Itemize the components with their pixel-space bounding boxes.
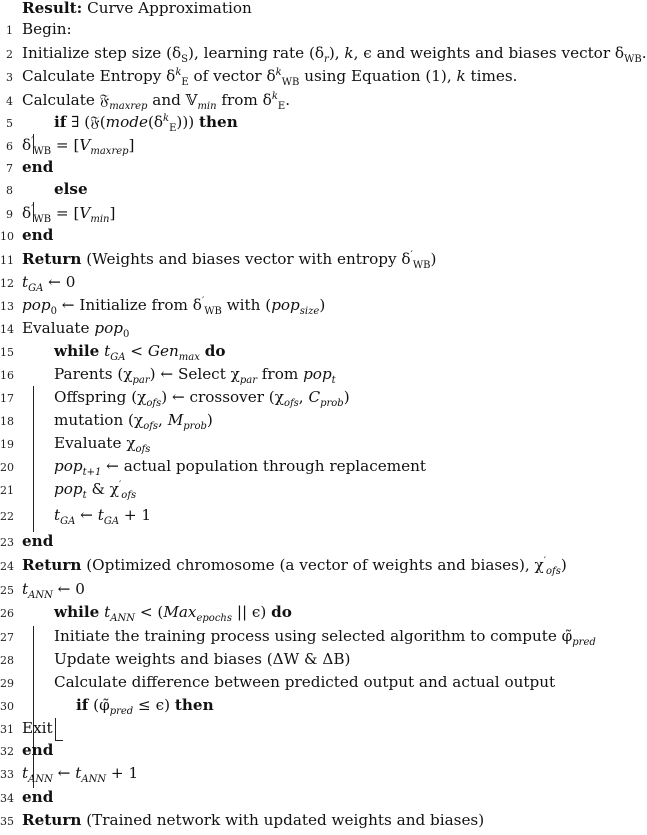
statement: Initialize step size $(\delta_S)$, learning rate $(\delta_r)$, k, ϵ and weights and biases vector $\delta_{WB}$. <box>22 44 647 66</box>
statement: Evaluate pop$_0$ <box>22 319 130 341</box>
statement: Calculate difference between predicted output and actual output <box>54 673 556 691</box>
line-number: 24 <box>0 560 14 573</box>
line-number: 35 <box>0 815 14 828</box>
statement: Update weights and biases (ΔW & ΔB) <box>54 650 351 668</box>
statement: $t_{ANN}$ ← $t_{ANN} + 1$ <box>22 764 139 786</box>
line-number: 34 <box>0 792 14 805</box>
line-number: 4 <box>6 95 13 108</box>
statement: Evaluate $\chi_{ofs}$ <box>54 434 151 456</box>
line-number: 22 <box>0 510 14 523</box>
line-text <box>54 180 88 198</box>
line-text <box>22 295 326 318</box>
statement: ∃ $(𝔉(mode(\delta^k_E)))$ then <box>71 112 238 135</box>
line-text <box>22 203 116 226</box>
line-text <box>54 673 555 691</box>
keyword: while <box>54 342 100 360</box>
line-text <box>54 342 226 364</box>
line-number: 26 <box>0 607 14 620</box>
line-number: 32 <box>0 745 14 758</box>
if-exit-block-hook <box>55 740 63 741</box>
line-text <box>22 532 53 550</box>
line-text <box>54 479 137 502</box>
line-text <box>22 66 518 89</box>
statement: $t_{GA} < Gen_{max}$ do <box>104 342 226 364</box>
line-text <box>22 90 291 113</box>
line-number: 25 <box>0 584 14 597</box>
keyword: end <box>22 226 54 244</box>
line-number: 8 <box>6 184 13 197</box>
line-text <box>22 719 53 737</box>
line-number: 16 <box>0 369 14 382</box>
line-number: 20 <box>0 461 14 474</box>
line-number: 12 <box>0 277 14 290</box>
keyword: while <box>54 603 100 621</box>
line-text <box>54 112 238 135</box>
keyword: else <box>54 180 88 198</box>
result-label: Result: <box>22 0 83 17</box>
line-number: 7 <box>6 162 13 175</box>
line-number: 10 <box>0 230 14 243</box>
statement: (Optimized chromosome (a vector of weights and biases), $\chi'_{ofs}$) <box>86 555 567 578</box>
statement: $\delta'_{WB} = [V_{maxrep}]$ <box>22 135 135 158</box>
line-number: 33 <box>0 768 14 781</box>
keyword: end <box>22 788 54 806</box>
if-exit-block-bar <box>55 718 56 740</box>
statement: $t_{GA}$ ← $t_{GA} + 1$ <box>54 506 152 528</box>
line-number: 18 <box>0 415 14 428</box>
line-text <box>22 788 53 806</box>
line-text <box>22 158 53 176</box>
statement: $(\varphĩ_{pred} \le \epsilon)$ then <box>93 696 214 718</box>
line-text <box>22 20 72 38</box>
line-number: 1 <box>6 24 13 37</box>
line-text <box>54 411 213 433</box>
statement: Initiate the training process using selected algorithm to compute $\varphĩ_{pred}$ <box>54 627 596 649</box>
line-number: 14 <box>0 323 14 336</box>
line-number: 5 <box>6 117 13 130</box>
line-number: 6 <box>6 140 13 153</box>
line-number: 17 <box>0 392 14 405</box>
keyword: Return <box>22 250 82 268</box>
statement: pop$_0$ ← Initialize from $\delta'_{WB}$ with (pop$_{size}$) <box>22 295 326 318</box>
statement: (Trained network with updated weights and biases) <box>86 811 485 829</box>
line-text <box>22 44 647 66</box>
line-text <box>54 627 596 649</box>
line-text <box>54 434 151 456</box>
line-text <box>22 764 139 786</box>
line-number: 28 <box>0 654 14 667</box>
line-number: 11 <box>0 254 14 267</box>
line-text <box>76 696 214 718</box>
line-number: 27 <box>0 631 14 644</box>
line-text <box>22 741 53 759</box>
line-number: 3 <box>6 71 13 84</box>
keyword: if <box>76 696 89 714</box>
statement: pop$_{t+1}$ ← actual population through replacement <box>54 457 426 479</box>
line-text <box>22 580 85 602</box>
line-number: 15 <box>0 346 14 359</box>
statement: $\delta'_{WB} = [V_{min}]$ <box>22 203 116 226</box>
line-number: 21 <box>0 484 14 497</box>
line-text <box>22 555 567 578</box>
statement: $t_{ANN} < (Max_{epochs}$ || ϵ) do <box>104 603 292 625</box>
line-number: 23 <box>0 536 14 549</box>
line-text <box>54 650 350 668</box>
line-text <box>22 273 76 295</box>
line-number: 19 <box>0 438 14 451</box>
statement: Parents $(\chi_{par})$ ← Select $\chi_{par}$ from pop$_t$ <box>54 365 336 387</box>
statement: $t_{ANN}$ ← 0 <box>22 580 85 602</box>
statement: Exit <box>22 719 53 737</box>
line-text <box>22 226 53 244</box>
result-text: Curve Approximation <box>87 0 252 17</box>
line-number: 29 <box>0 677 14 690</box>
keyword: end <box>22 741 54 759</box>
statement: $t_{GA}$ ← 0 <box>22 273 76 295</box>
line-text <box>22 249 437 272</box>
line-text <box>22 135 135 158</box>
line-text <box>54 457 426 479</box>
statement: mutation ($\chi_{ofs}$, $M_{prob}$) <box>54 411 213 433</box>
keyword: Return <box>22 556 82 574</box>
line-text <box>54 603 292 625</box>
algorithm-result-header <box>22 0 252 17</box>
line-number: 13 <box>0 300 14 313</box>
line-text <box>54 388 350 410</box>
statement: Calculate Entropy $\delta^k_E$ of vector $\delta^k_{WB}$ using Equation (1), k times. <box>22 66 518 89</box>
line-number: 2 <box>6 48 13 61</box>
keyword: end <box>22 158 54 176</box>
statement: Begin: <box>22 20 72 38</box>
statement: pop$_t$ & $\chi'_{ofs}$ <box>54 479 137 502</box>
line-text <box>22 811 484 829</box>
while-ga-block-bar <box>33 386 34 532</box>
line-text <box>22 319 130 341</box>
line-text <box>54 365 336 387</box>
statement: Calculate 𝔉$_{maxrep}$ and 𝕍$_{min}$ from $\delta^k_E$. <box>22 90 291 113</box>
line-number: 30 <box>0 700 14 713</box>
keyword: if <box>54 113 67 131</box>
line-number: 31 <box>0 723 14 736</box>
keyword: Return <box>22 811 82 829</box>
line-text <box>54 506 152 528</box>
statement: Offspring $(\chi_{ofs})$ ← crossover ($\chi_{ofs}$, $C_{prob}$) <box>54 388 350 410</box>
keyword: end <box>22 532 54 550</box>
statement: (Weights and biases vector with entropy $\delta'_{WB}$) <box>86 249 437 272</box>
line-number: 9 <box>6 208 13 221</box>
